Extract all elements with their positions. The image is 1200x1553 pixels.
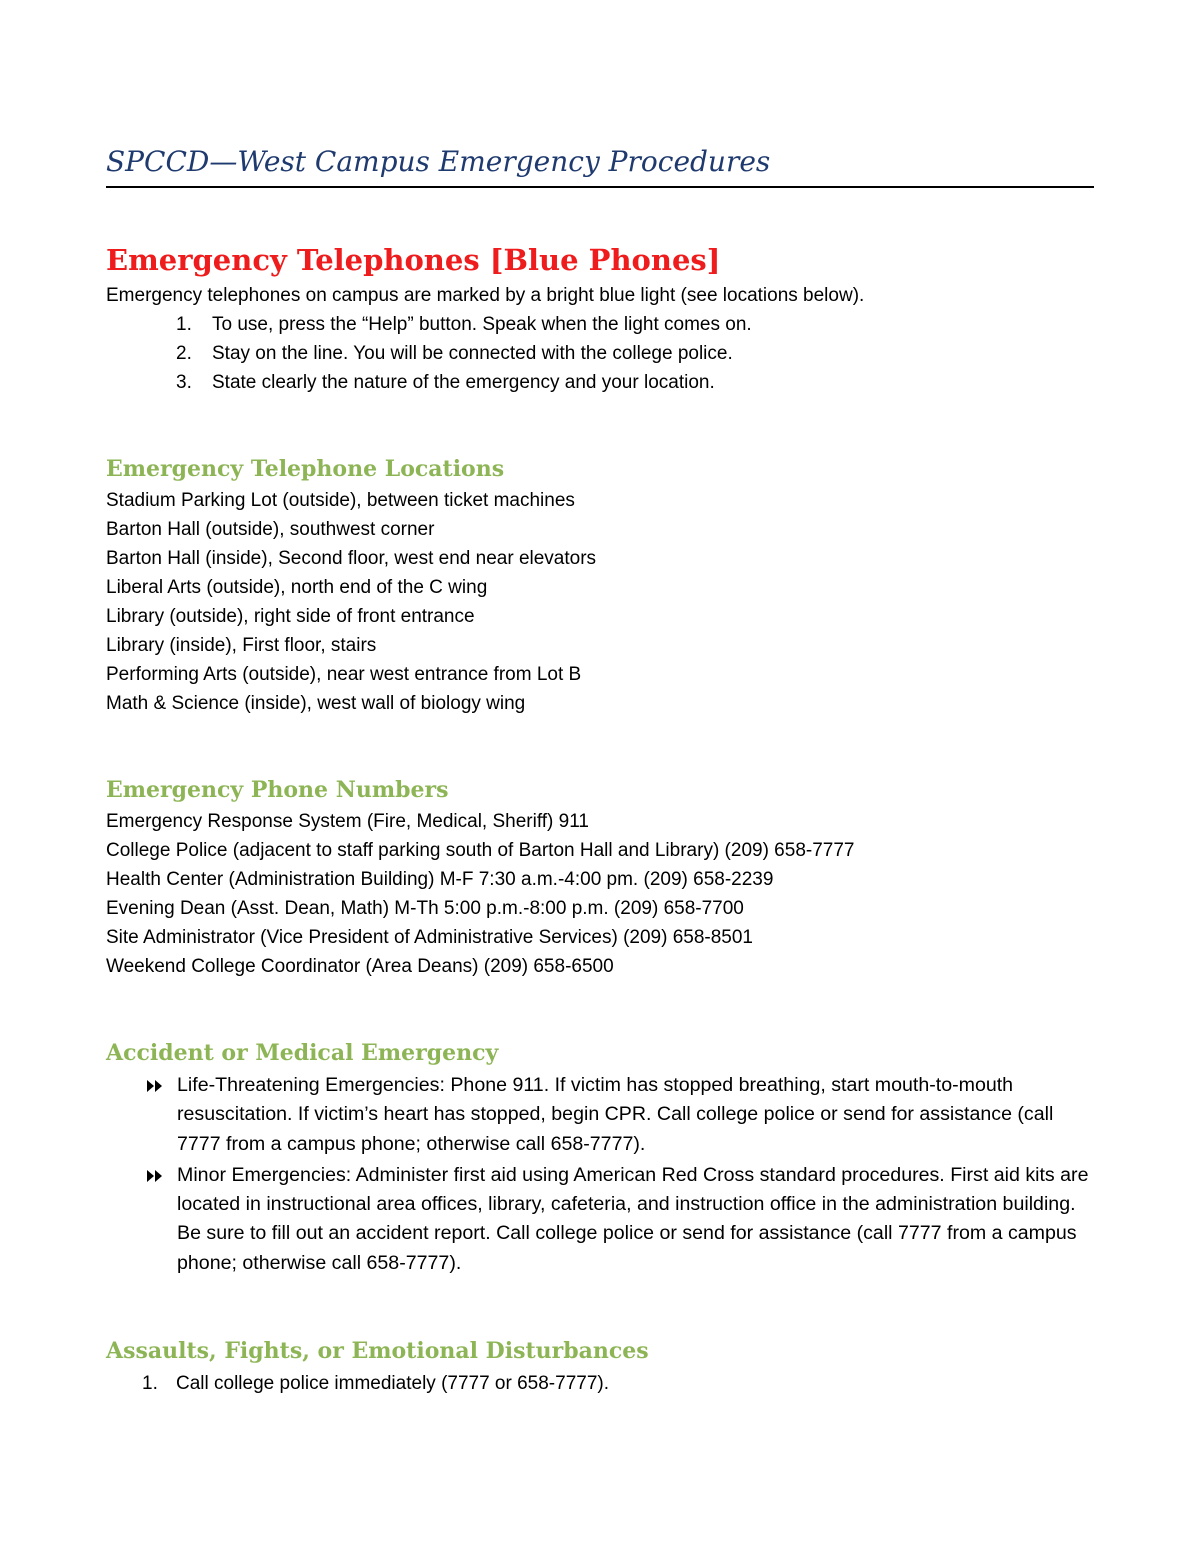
list-item: Weekend College Coordinator (Area Deans) (209) 658-6500 bbox=[106, 956, 614, 977]
list-item: Barton Hall (inside), Second floor, west end near elevators bbox=[106, 548, 597, 569]
list-item: Emergency Response System (Fire, Medical, Sheriff) 911 bbox=[106, 811, 589, 832]
list-item bbox=[106, 368, 1096, 397]
blue-phones-intro: Emergency telephones on campus are marked by a bright blue light (see locations below). bbox=[106, 285, 865, 306]
list-item bbox=[106, 1071, 1096, 1159]
blue-phones-steps bbox=[106, 310, 1096, 397]
locations-list bbox=[106, 486, 1096, 718]
locations-section bbox=[106, 454, 1096, 718]
list-item bbox=[106, 1161, 1096, 1278]
blue-phones-section bbox=[106, 240, 1096, 397]
list-item bbox=[106, 1369, 1096, 1398]
list-item: Liberal Arts (outside), north end of the C wing bbox=[106, 577, 488, 598]
list-number: 3. bbox=[176, 372, 192, 393]
medical-section bbox=[106, 1038, 1096, 1280]
assaults-section bbox=[106, 1336, 1096, 1398]
locations-heading: Emergency Telephone Locations bbox=[106, 456, 505, 482]
list-item: Performing Arts (outside), near west entrance from Lot B bbox=[106, 664, 582, 685]
double-arrow-bullet-icon bbox=[146, 1078, 164, 1094]
list-item: College Police (adjacent to staff parking south of Barton Hall and Library) (209) 658-7777 bbox=[106, 840, 855, 861]
list-item-text: Call college police immediately (7777 or 658-7777). bbox=[176, 1373, 610, 1394]
list-item-text: To use, press the “Help” button. Speak when the light comes on. bbox=[212, 314, 752, 335]
list-item: Health Center (Administration Building) M-F 7:30 a.m.-4:00 pm. (209) 658-2239 bbox=[106, 869, 774, 890]
list-item-text: State clearly the nature of the emergency and your location. bbox=[212, 372, 715, 393]
list-item bbox=[106, 310, 1096, 339]
medical-list bbox=[106, 1071, 1096, 1278]
list-item: Barton Hall (outside), southwest corner bbox=[106, 519, 435, 540]
list-item: Site Administrator (Vice President of Administrative Services) (209) 658-8501 bbox=[106, 927, 754, 948]
phone-numbers-list bbox=[106, 807, 1096, 981]
list-item-text: Minor Emergencies: Administer first aid using American Red Cross standard procedures. First aid kits are located in instructional area offices, library, cafeteria, and instruction office in the administration building. Be sure to fill out an accident report. Call college police or send for assistance (call 7777 from a campus phone; otherwise call 658-7777). bbox=[177, 1163, 1089, 1274]
list-number: 1. bbox=[142, 1373, 158, 1394]
list-item: Library (inside), First floor, stairs bbox=[106, 635, 377, 656]
list-number: 2. bbox=[176, 343, 192, 364]
assaults-heading: Assaults, Fights, or Emotional Disturbances bbox=[106, 1338, 649, 1364]
document-header bbox=[106, 140, 1094, 188]
list-item-text: Life-Threatening Emergencies: Phone 911. If victim has stopped breathing, start mouth-to-mouth resuscitation. If victim’s heart has stopped, begin CPR. Call college police or send for assistance (call 7777 from a campus phone; otherwise call 658-7777). bbox=[177, 1074, 1054, 1155]
list-item: Stadium Parking Lot (outside), between ticket machines bbox=[106, 490, 575, 511]
phone-numbers-section bbox=[106, 775, 1096, 981]
blue-phones-heading: Emergency Telephones [Blue Phones] bbox=[106, 243, 721, 277]
list-item: Evening Dean (Asst. Dean, Math) M-Th 5:00 p.m.-8:00 p.m. (209) 658-7700 bbox=[106, 898, 744, 919]
double-arrow-bullet-icon bbox=[146, 1168, 164, 1184]
assaults-steps bbox=[106, 1369, 1096, 1398]
list-number: 1. bbox=[176, 314, 192, 335]
document-title: SPCCD—West Campus Emergency Procedures bbox=[106, 145, 771, 178]
list-item bbox=[106, 339, 1096, 368]
list-item: Library (outside), right side of front entrance bbox=[106, 606, 475, 627]
list-item-text: Stay on the line. You will be connected with the college police. bbox=[212, 343, 733, 364]
phone-numbers-heading: Emergency Phone Numbers bbox=[106, 777, 449, 803]
medical-heading: Accident or Medical Emergency bbox=[106, 1040, 499, 1066]
list-item: Math & Science (inside), west wall of biology wing bbox=[106, 693, 526, 714]
